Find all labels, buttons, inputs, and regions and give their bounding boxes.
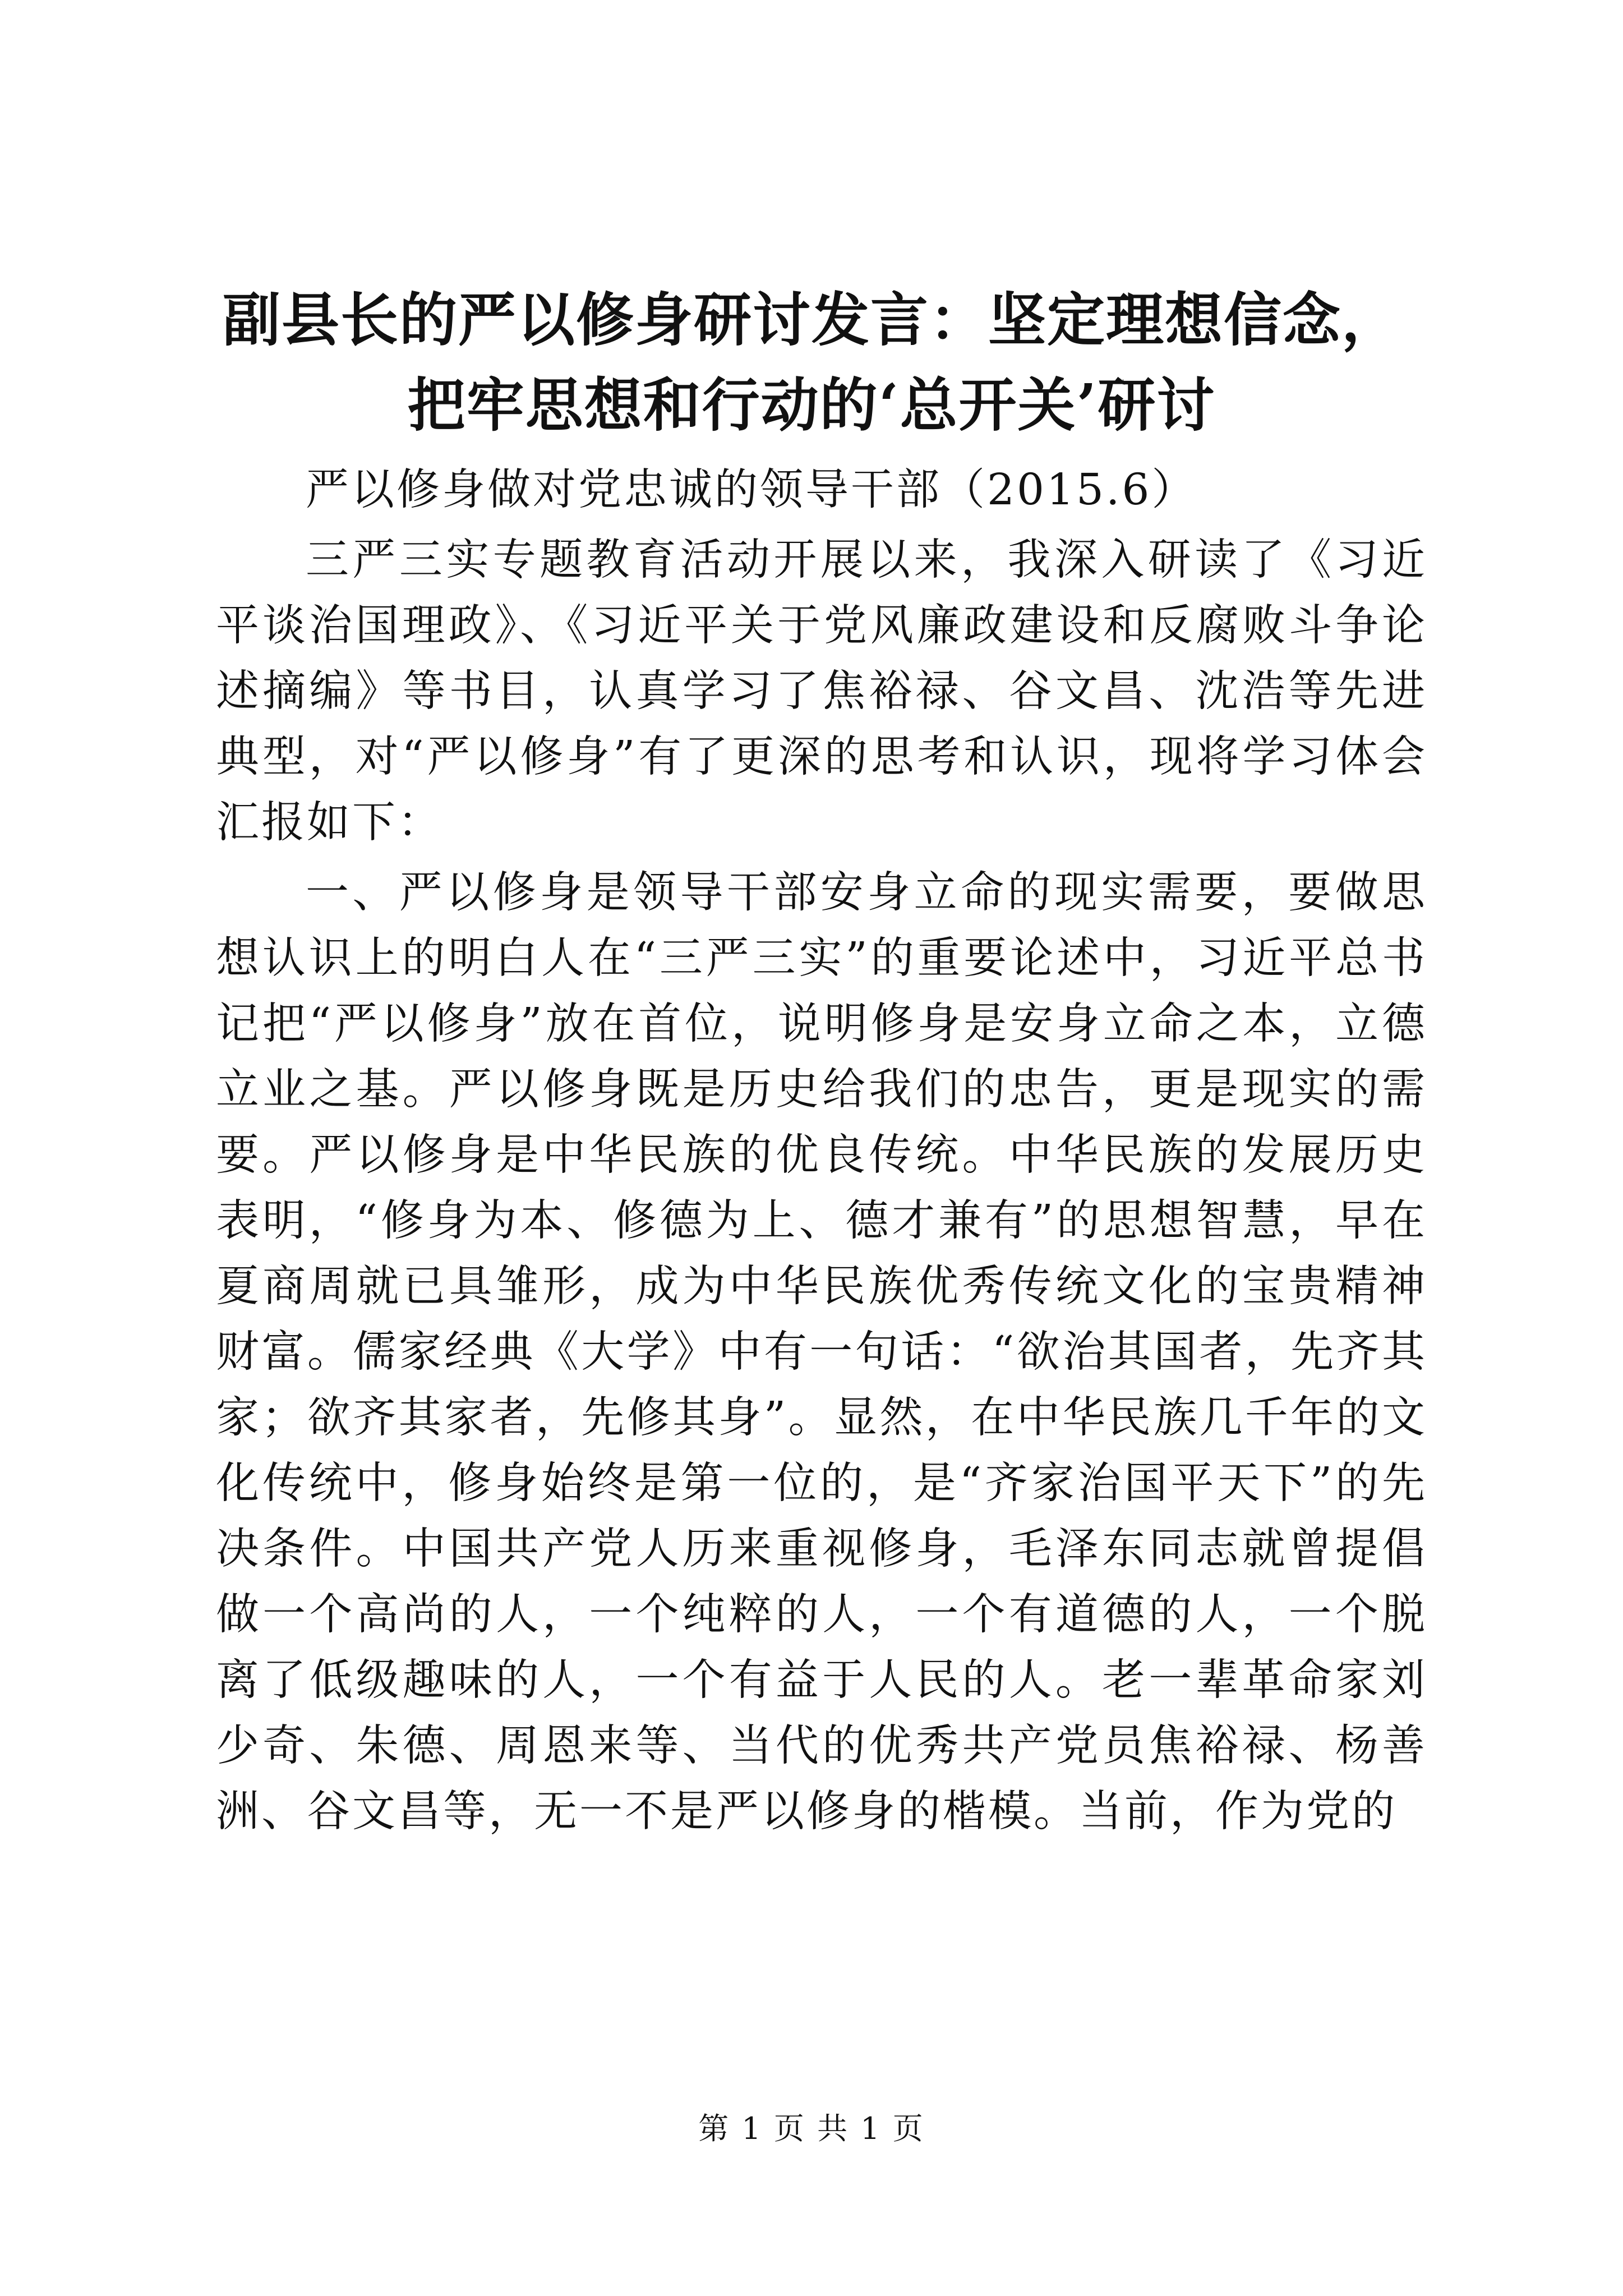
document-subtitle: 严以修身做对党忠诚的领导干部（2015.6） <box>306 465 1197 515</box>
title-line-2: 把牢思想和行动的‘总开关’研讨 <box>407 371 1216 439</box>
document-title <box>185 278 1438 448</box>
page-footer: 第 1 页 共 1 页 <box>698 2111 925 2146</box>
paragraph-section-1: 一、严以修身是领导干部安身立命的现实需要，要做思想认识上的明白人在“三严三实”的重要论述中，习近平总书记把“严以修身”放在首位，说明修身是安身立命之本，立德立业之基。严以修身既是历史给我们的忠告，更是现实的需要。严以修身是中华民族的优良传统。中华民族的发展历史表明，“修身为本、修德为上、德才兼有”的思想智慧，早在夏商周就已具雏形，成为中华民族优秀传统文化的宝贵精神财富。儒家经典《大学》中有一句话：“欲治其国者，先齐其家；欲齐其家者，先修其身”。显然，在中华民族几千年的文化传统中，修身始终是第一位的，是“齐家治国平天下”的先决条件。中国共产党人历来重视修身，毛泽东同志就曾提倡做一个高尚的人，一个纯粹的人，一个有道德的人，一个脱离了低级趣味的人，一个有益于人民的人。老一辈革命家刘少奇、朱德、周恩来等、当代的优秀共产党员焦裕禄、杨善洲、谷文昌等，无一不是严以修身的楷模。当前，作为党的 <box>216 868 1427 1837</box>
paragraph-intro: 三严三实专题教育活动开展以来，我深入研读了《习近平谈治国理政》、《习近平关于党风廉政建设和反腐败斗争论述摘编》等书目，认真学习了焦裕禄、谷文昌、沈浩等先进典型，对“严以修身”有了更深的思考和认识，现将学习体会汇报如下： <box>216 535 1427 848</box>
document-body <box>216 457 1427 1844</box>
title-line-1: 副县长的严以修身研讨发言：坚定理想信念， <box>223 286 1400 354</box>
